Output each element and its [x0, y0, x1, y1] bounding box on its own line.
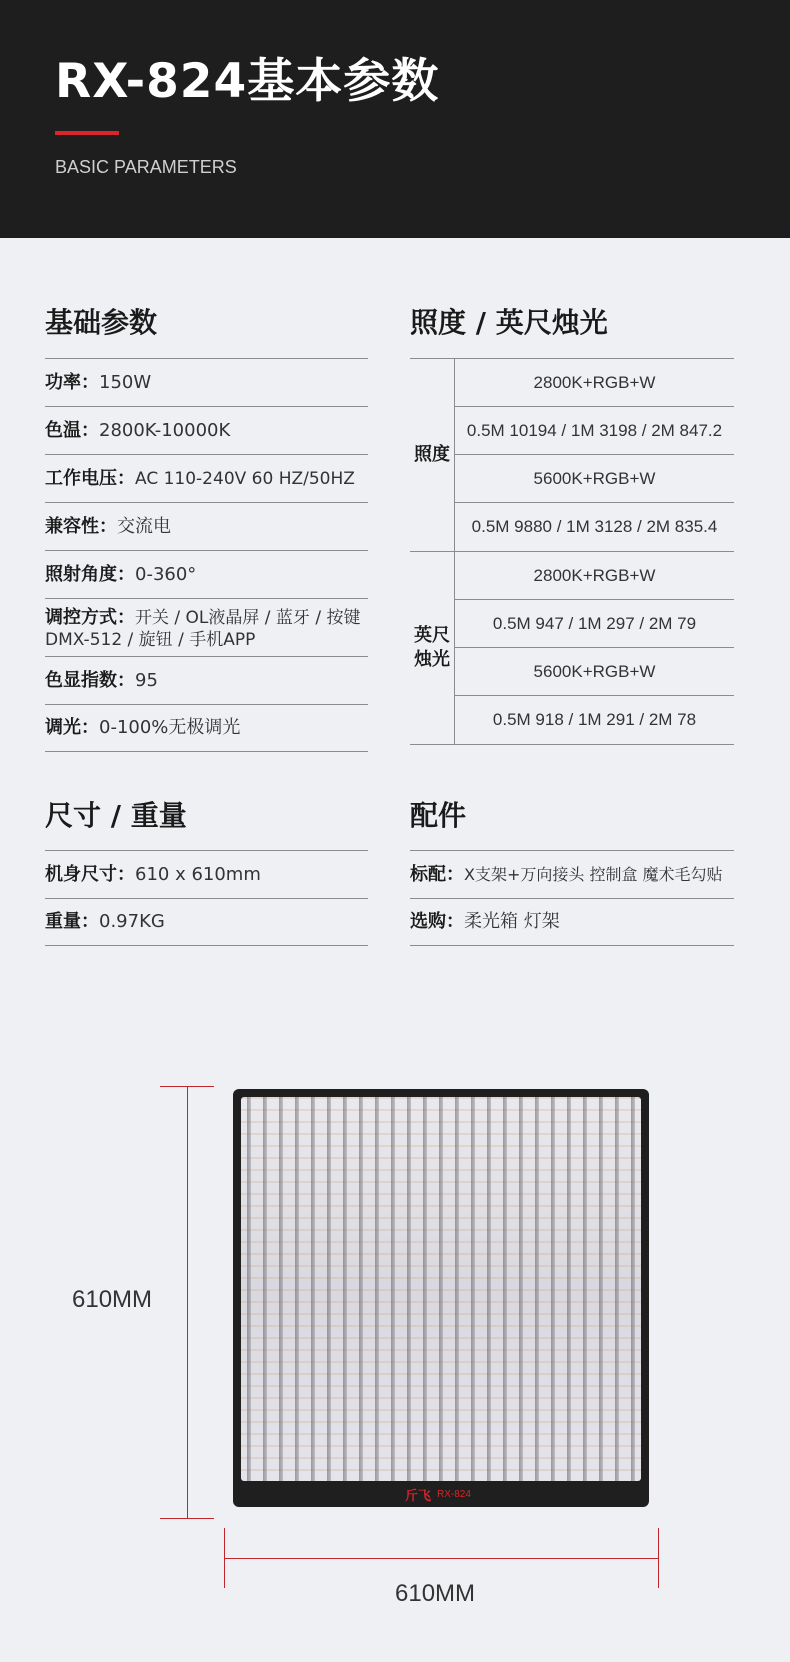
lux-cell: 0.5M 10194 / 1M 3198 / 2M 847.2 — [455, 407, 734, 455]
lux-cell: 2800K+RGB+W — [455, 552, 734, 600]
lux-cell: 5600K+RGB+W — [455, 648, 734, 696]
spec-row-standard — [410, 850, 734, 898]
spec-value: AC 110-240V 60 HZ/50HZ — [135, 468, 355, 489]
spec-key: 机身尺寸： — [45, 863, 135, 885]
spec-row-cri — [45, 656, 368, 704]
spec-key: 工作电压： — [45, 467, 135, 489]
size-spec-list — [45, 850, 368, 946]
spec-value: 2800K-10000K — [99, 419, 231, 441]
spec-row-dimensions — [45, 850, 368, 898]
spec-value: 交流电 — [117, 515, 171, 537]
section-title-illuminance: 照度 / 英尺烛光 — [410, 306, 608, 339]
spec-row-weight — [45, 898, 368, 946]
spec-key: 调光： — [45, 717, 99, 738]
lux-group-label: 英尺烛光 — [410, 552, 455, 744]
height-dimension-line — [187, 1086, 188, 1518]
spec-key: 照射角度： — [45, 563, 135, 585]
spec-value: 柔光箱 灯架 — [464, 911, 560, 932]
header-banner — [0, 0, 790, 238]
panel-brand-tag — [405, 1485, 495, 1503]
spec-row-compat — [45, 502, 368, 550]
spec-key: 标配： — [410, 863, 464, 885]
spec-value: 开关 / OL液晶屏 / 蓝牙 / 按键 — [135, 608, 361, 628]
page-title: RX-824基本参数 — [55, 54, 440, 109]
title-accent-rule — [55, 131, 119, 135]
spec-row-angle — [45, 550, 368, 598]
spec-key: 色显指数： — [45, 669, 135, 691]
spec-value-line2: DMX-512 / 旋钮 / 手机APP — [45, 630, 256, 650]
spec-value: 0-100%无极调光 — [99, 717, 241, 738]
spec-key: 色温： — [45, 419, 99, 441]
section-title-size: 尺寸 / 重量 — [45, 799, 187, 832]
section-title-accessories: 配件 — [410, 799, 467, 832]
illuminance-table — [410, 358, 734, 745]
section-title-basic: 基础参数 — [45, 306, 158, 339]
spec-key: 功率： — [45, 371, 99, 393]
spec-key: 选购： — [410, 911, 464, 932]
lux-cell: 2800K+RGB+W — [455, 359, 734, 407]
lux-cell: 0.5M 9880 / 1M 3128 / 2M 835.4 — [471, 517, 718, 536]
spec-row-power — [45, 358, 368, 406]
led-panel-face — [241, 1097, 641, 1481]
lux-group-footcandle — [410, 552, 734, 744]
spec-row-optional — [410, 898, 734, 946]
led-panel-image — [233, 1089, 649, 1507]
height-dimension-label: 610MM — [72, 1286, 153, 1313]
accessory-list — [410, 850, 734, 946]
spec-key: 重量： — [45, 911, 99, 932]
page-subtitle: BASIC PARAMETERS — [55, 157, 237, 177]
spec-key: 调控方式： — [45, 607, 135, 628]
brand-model-label: RX-824 — [437, 1488, 471, 1500]
width-dimension-line — [224, 1558, 659, 1559]
spec-value: 0-360° — [135, 563, 197, 585]
lux-group-label: 照度 — [410, 359, 455, 551]
width-dimension-right-tick — [658, 1528, 659, 1588]
lux-cell: 0.5M 947 / 1M 297 / 2M 79 — [455, 600, 734, 648]
lux-cell: 5600K+RGB+W — [455, 455, 734, 503]
basic-spec-list — [45, 358, 368, 752]
spec-row-voltage — [45, 454, 368, 502]
lux-group-illuminance — [410, 359, 734, 552]
spec-value: 150W — [99, 371, 152, 393]
brand-logo: 斤飞 — [405, 1488, 432, 1504]
spec-key: 兼容性： — [45, 515, 117, 537]
height-dimension-bottom-tick — [160, 1518, 214, 1519]
spec-value: 95 — [135, 669, 158, 691]
spec-value: 610 x 610mm — [135, 863, 261, 885]
width-dimension-label: 610MM — [395, 1580, 476, 1607]
spec-row-color-temp — [45, 406, 368, 454]
spec-row-control — [45, 598, 368, 656]
lux-cell: 0.5M 918 / 1M 291 / 2M 78 — [492, 710, 697, 729]
spec-value: X支架+万向接头 控制盒 魔术毛勾贴 — [464, 864, 723, 884]
spec-row-dimming — [45, 704, 368, 752]
spec-value: 0.97KG — [99, 911, 165, 932]
